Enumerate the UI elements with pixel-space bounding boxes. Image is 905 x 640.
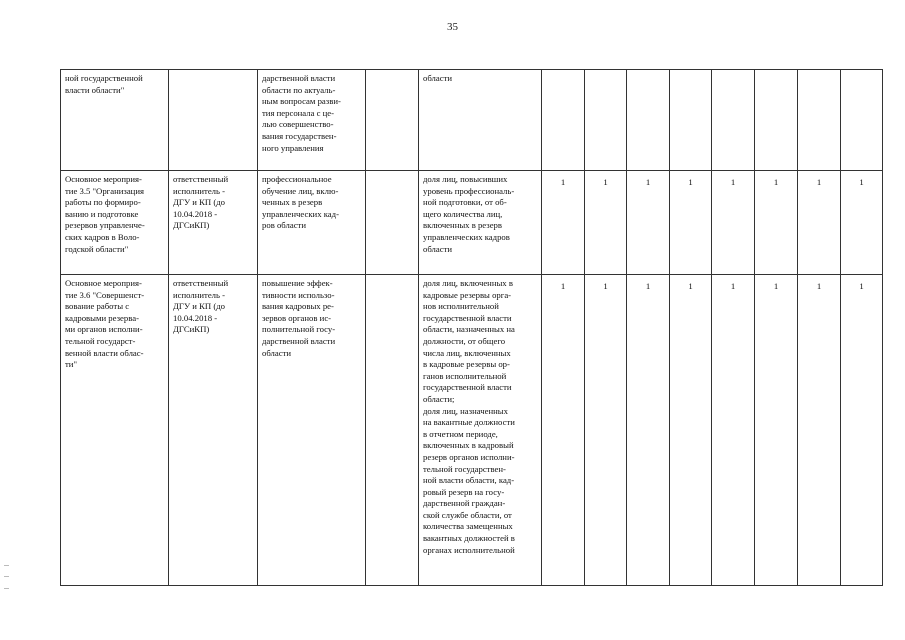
- measure-name-cell: Основное мероприя- тие 3.5 "Организация работы по формиро- ванию и подготовке резервов управленче- ских кадров в Воло- годской области": [61, 171, 169, 275]
- measure-name-cell: Основное мероприя- тие 3.6 "Совершенст- вование работы с кадровыми резерва- ми органов исполни- тельной государст- венной власти облас- ти": [61, 275, 169, 586]
- indicator-cell: доля лиц, повысивших уровень профессиональ- ной подготовки, от об- щего количества лиц, включенных в резерв управленческих кадров области: [419, 171, 542, 275]
- value-cell: [542, 70, 585, 171]
- table-row: [61, 171, 883, 275]
- value-cell: 1: [542, 275, 585, 586]
- value-cell: 1: [841, 171, 883, 275]
- value-cell: 1: [755, 171, 798, 275]
- indicator-cell: области: [419, 70, 542, 171]
- table-row: [61, 70, 883, 171]
- value-cell: [670, 70, 712, 171]
- value-cell: 1: [585, 171, 627, 275]
- value-cell: 1: [798, 275, 841, 586]
- value-cell: [841, 70, 883, 171]
- value-cell: [798, 70, 841, 171]
- empty-cell: [366, 171, 419, 275]
- empty-cell: [366, 275, 419, 586]
- value-cell: 1: [712, 171, 755, 275]
- table-row: [61, 275, 883, 586]
- value-cell: 1: [712, 275, 755, 586]
- value-cell: [712, 70, 755, 171]
- scan-edge-mark: [4, 565, 9, 589]
- value-cell: 1: [670, 171, 712, 275]
- value-cell: 1: [841, 275, 883, 586]
- expected-result-cell: повышение эффек- тивности использо- вания кадровых ре- зервов органов ис- полнительной госу- дарственной власти области: [258, 275, 366, 586]
- value-cell: 1: [798, 171, 841, 275]
- value-cell: 1: [542, 171, 585, 275]
- program-measures-table: [60, 69, 883, 586]
- value-cell: 1: [627, 171, 670, 275]
- value-cell: [585, 70, 627, 171]
- executor-cell: ответственный исполнитель - ДГУ и КП (до 10.04.2018 - ДГСиКП): [169, 171, 258, 275]
- expected-result-cell: профессиональное обучение лиц, вклю- ченных в резерв управленческих кад- ров области: [258, 171, 366, 275]
- value-cell: [755, 70, 798, 171]
- indicator-cell: доля лиц, включенных в кадровые резервы орга- нов исполнительной государственной власти области, назначенных на должности, от общего числа лиц, включенных в кадровые резервы ор- ганов исполнительной государственной власти области; доля лиц, назначенных на вакантные должности в отчетном периоде, включенных в кадровый резерв органов исполни- тельной государствен- ной власти области, кад- ровый резерв на госу- дарственной граждан- ской службе области, от количества замещенных вакантных должностей в органах исполнительной: [419, 275, 542, 586]
- page-number: 35: [447, 21, 458, 33]
- expected-result-cell: дарственной власти области по актуаль- ным вопросам разви- тия персонала с це- лью совершенство- вания государствен- ного управления: [258, 70, 366, 171]
- executor-cell: [169, 70, 258, 171]
- value-cell: [627, 70, 670, 171]
- value-cell: 1: [670, 275, 712, 586]
- executor-cell: ответственный исполнитель - ДГУ и КП (до 10.04.2018 - ДГСиКП): [169, 275, 258, 586]
- empty-cell: [366, 70, 419, 171]
- value-cell: 1: [755, 275, 798, 586]
- measure-name-cell: ной государственной власти области": [61, 70, 169, 171]
- value-cell: 1: [585, 275, 627, 586]
- value-cell: 1: [627, 275, 670, 586]
